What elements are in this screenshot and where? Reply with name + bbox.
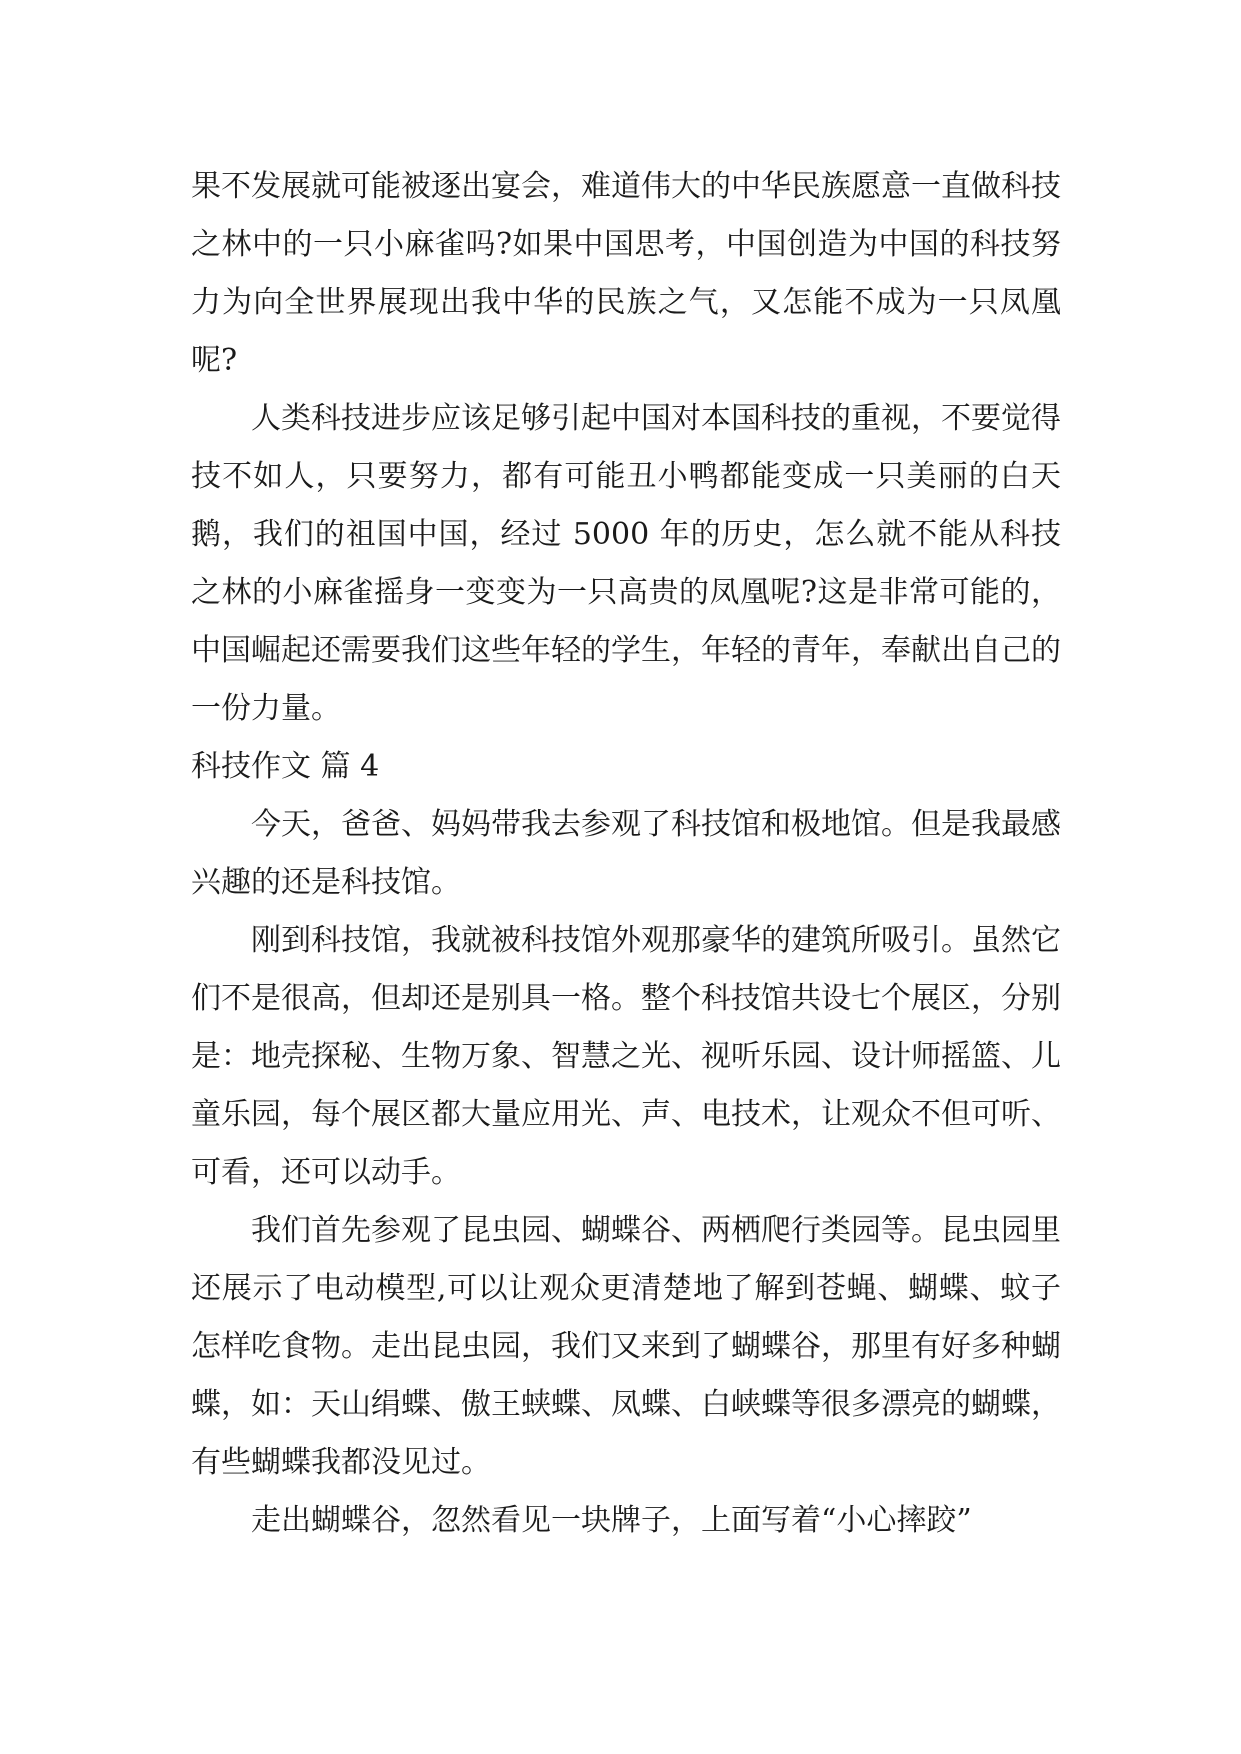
paragraph: 走出蝴蝶谷，忽然看见一块牌子，上面写着“小心摔跤” [251, 1503, 972, 1538]
paragraph: 人类科技进步应该足够引起中国对本国科技的重视，不要觉得技不如人，只要努力，都有可能丑小鸭都能变成一只美丽的白天鹅，我们的祖国中国，经过 5000 年的历史，怎么就不能从科技之林的小麻雀摇身一变变为一只高贵的凤凰呢?这是非常可能的，中国崛起还需要我们这些年轻的学生，年轻的青年，奉献出自己的一份力量。 [191, 401, 1061, 726]
section-heading: 科技作文 篇 4 [191, 749, 380, 784]
document-body [191, 158, 1061, 1550]
paragraph: 我们首先参观了昆虫园、蝴蝶谷、两栖爬行类园等。昆虫园里还展示了电动模型,可以让观众更清楚地了解到苍蝇、蝴蝶、蚊子怎样吃食物。走出昆虫园，我们又来到了蝴蝶谷，那里有好多种蝴蝶，如：天山绢蝶、傲王蛱蝶、凤蝶、白峡蝶等很多漂亮的蝴蝶，有些蝴蝶我都没见过。 [191, 1213, 1061, 1480]
paragraph: 刚到科技馆，我就被科技馆外观那豪华的建筑所吸引。虽然它们不是很高，但却还是别具一格。整个科技馆共设七个展区，分别是：地壳探秘、生物万象、智慧之光、视听乐园、设计师摇篮、儿童乐园，每个展区都大量应用光、声、电技术，让观众不但可听、可看，还可以动手。 [191, 923, 1061, 1190]
paragraph: 今天，爸爸、妈妈带我去参观了科技馆和极地馆。但是我最感兴趣的还是科技馆。 [191, 807, 1061, 900]
paragraph-continued: 果不发展就可能被逐出宴会，难道伟大的中华民族愿意一直做科技之林中的一只小麻雀吗?如果中国思考，中国创造为中国的科技努力为向全世界展现出我中华的民族之气，又怎能不成为一只凤凰呢? [191, 169, 1061, 378]
